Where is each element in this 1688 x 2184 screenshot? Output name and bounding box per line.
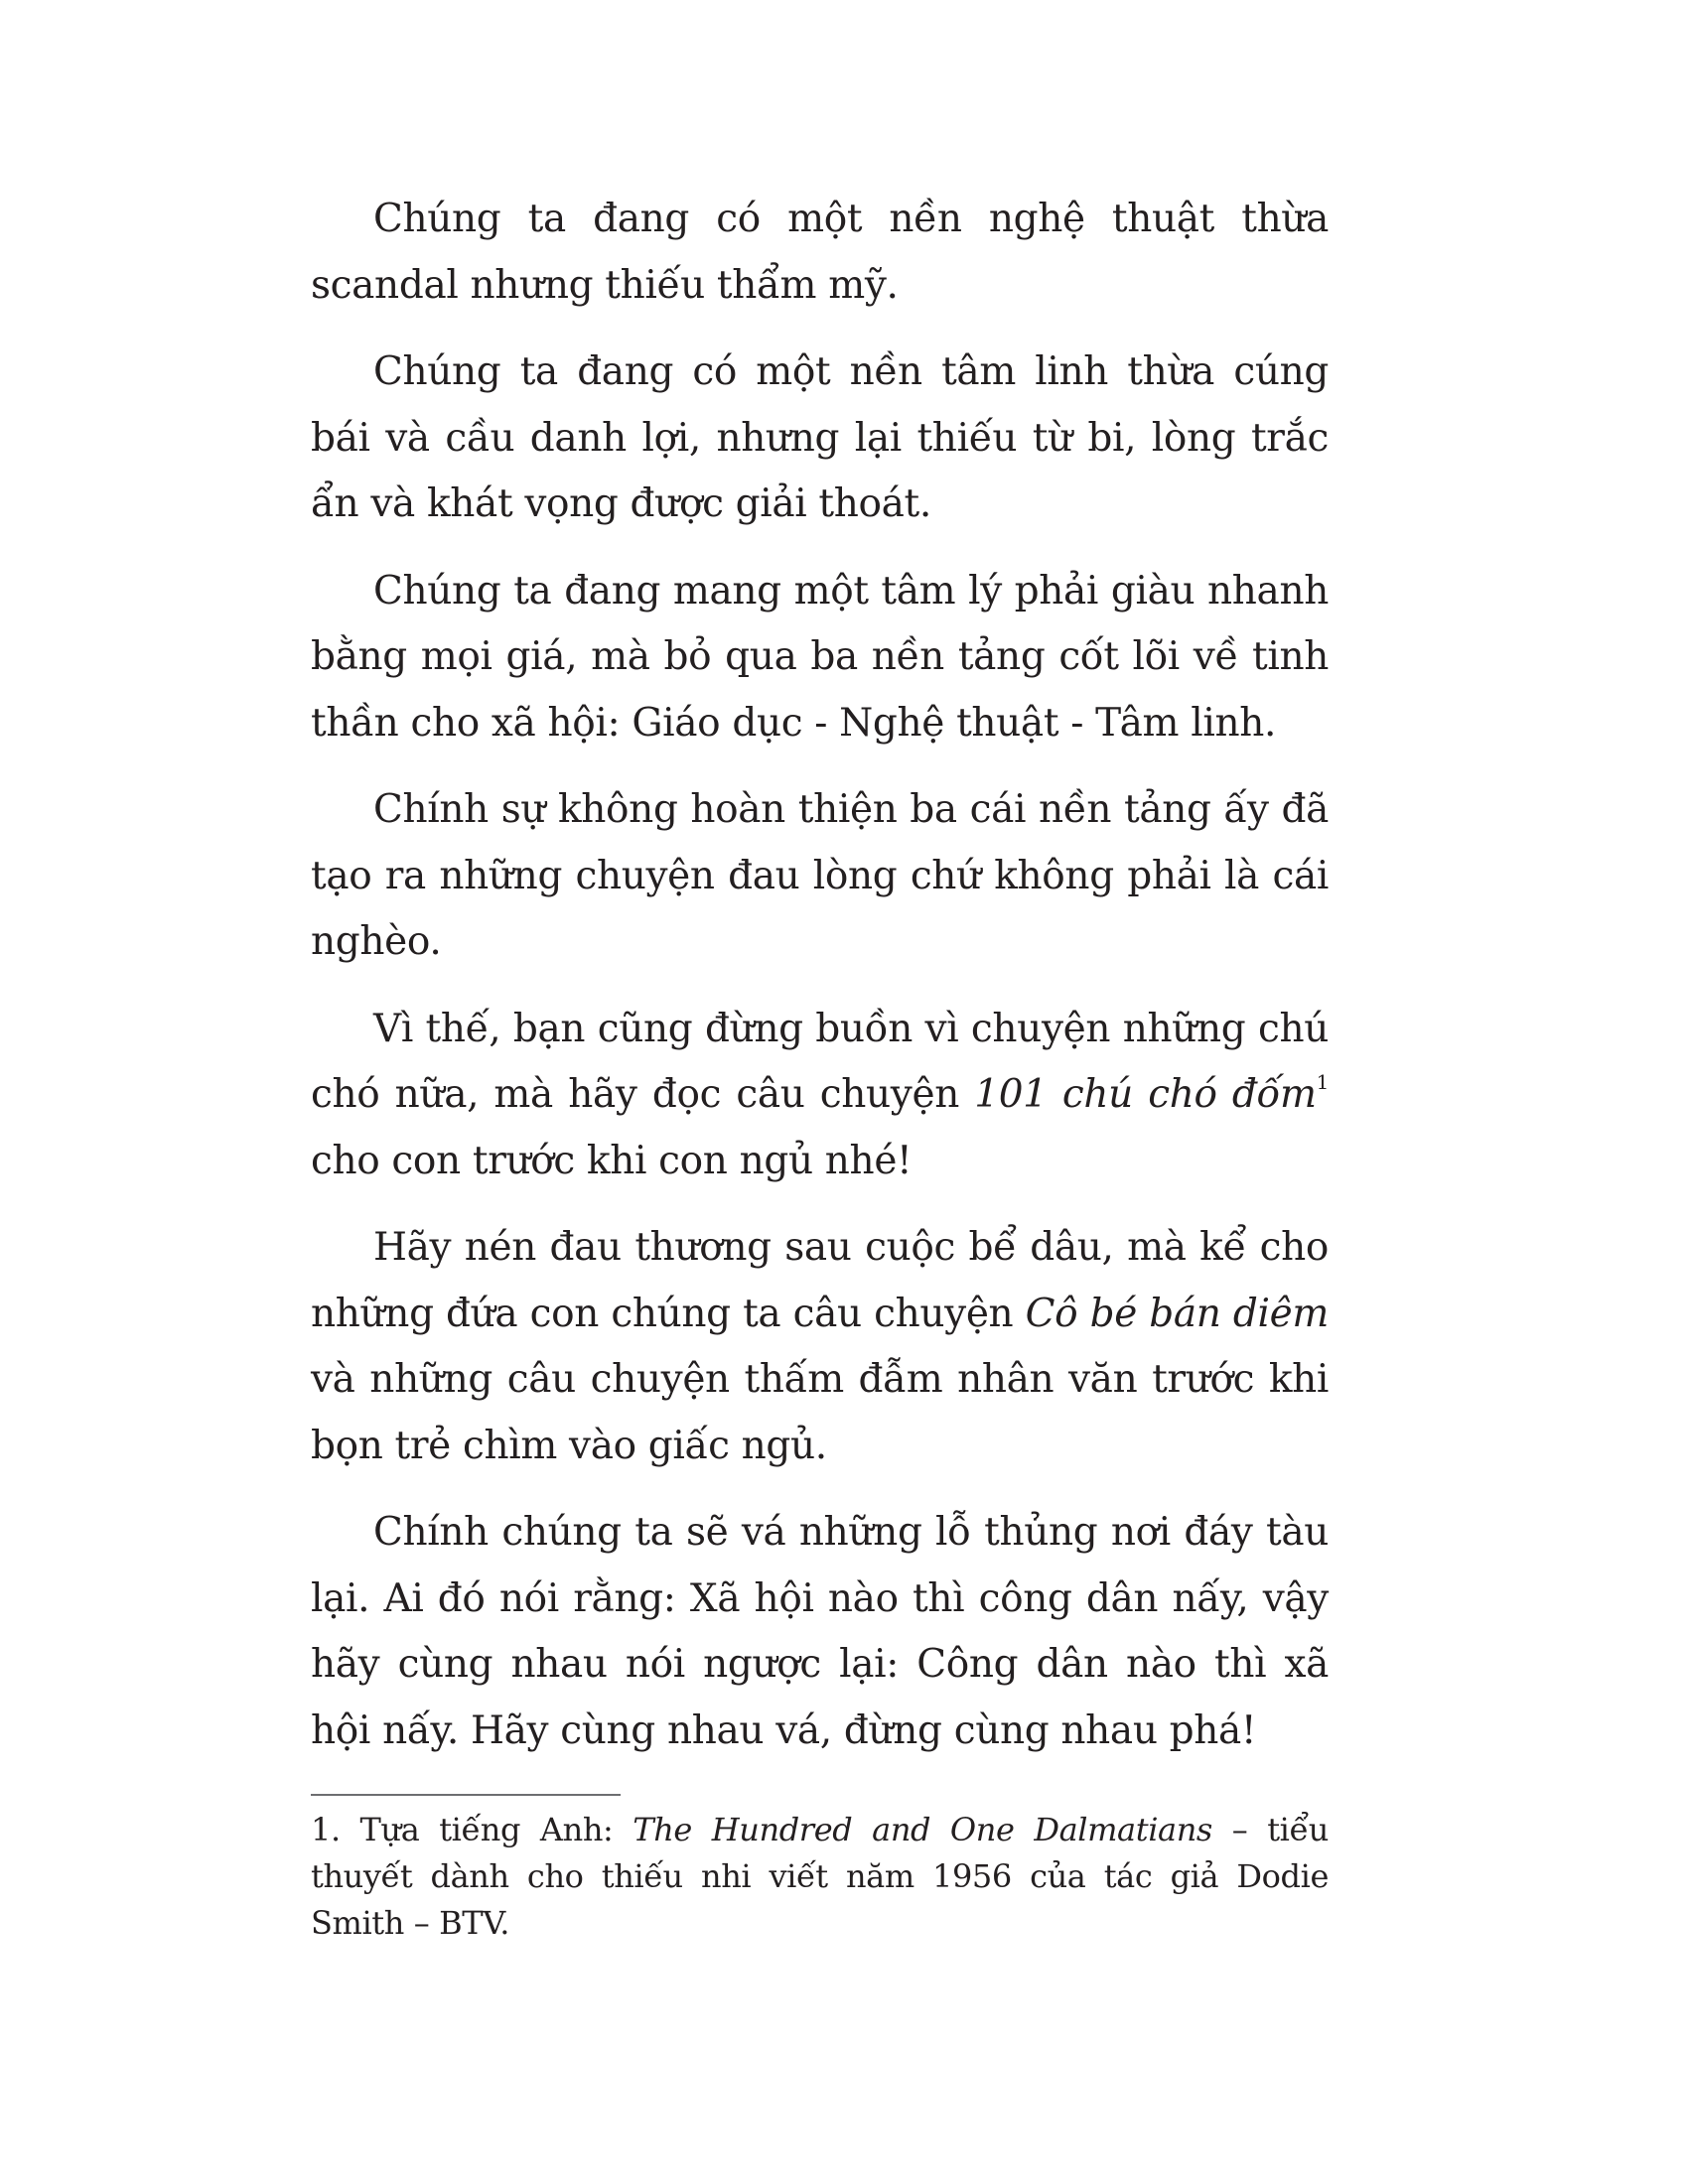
paragraph-2: Chúng ta đang có một nền tâm linh thừa cúng bái và cầu danh lợi, nhưng lại thiếu từ bi, lòng trắc ẩn và khát vọng được giải thoát. [311, 349, 1329, 526]
book-title-101-dalmatians: 101 chú chó đốm [974, 1072, 1317, 1117]
paragraph-7: Chính chúng ta sẽ vá những lỗ thủng nơi đáy tàu lại. Ai đó nói rằng: Xã hội nào thì công dân nấy, vậy hãy cùng nhau nói ngược lại: Công dân nào thì xã hội nấy. Hãy cùng nhau vá, đừng cùng nhau phá! [311, 1510, 1329, 1753]
book-title-match-girl: Cô bé bán diêm [1025, 1291, 1329, 1336]
footnote-divider [311, 1794, 621, 1796]
paragraph-4: Chính sự không hoàn thiện ba cái nền tảng ấy đã tạo ra những chuyện đau lòng chứ không phải là cái nghèo. [311, 787, 1329, 964]
footnote [311, 1807, 1329, 1947]
paragraph-5-text-before: Vì thế, bạn cũng đừng buồn vì chuyện những chú chó nữa, mà hãy đọc câu chuyện [311, 1006, 1329, 1117]
paragraph-6-text-after: và những câu chuyện thấm đẫm nhân văn trước khi bọn trẻ chìm vào giấc ngủ. [311, 1357, 1329, 1468]
paragraph-1: Chúng ta đang có một nền nghệ thuật thừa scandal nhưng thiếu thẩm mỹ. [311, 197, 1329, 308]
footnote-reference: 1 [1316, 1070, 1329, 1094]
footnote-english-title: The Hundred and One Dalmatians [633, 1811, 1212, 1848]
paragraph-6 [311, 1215, 1329, 1479]
footnote-text-after: – tiểu thuyết dành cho thiếu nhi viết năm 1956 của tác giả Dodie Smith – BTV. [311, 1811, 1329, 1942]
paragraph-6-text-before: Hãy nén đau thương sau cuộc bể dâu, mà kể cho những đứa con chúng ta câu chuyện [311, 1225, 1329, 1336]
footnote-text-before: 1. Tựa tiếng Anh: [311, 1811, 633, 1848]
paragraph-5-text-after: cho con trước khi con ngủ nhé! [311, 1138, 913, 1183]
paragraph-5 [311, 997, 1329, 1195]
body-text [311, 187, 1329, 1785]
paragraph-3: Chúng ta đang mang một tâm lý phải giàu nhanh bằng mọi giá, mà bỏ qua ba nền tảng cốt lõi về tinh thần cho xã hội: Giáo dục - Nghệ thuật - Tâm linh. [311, 568, 1329, 746]
